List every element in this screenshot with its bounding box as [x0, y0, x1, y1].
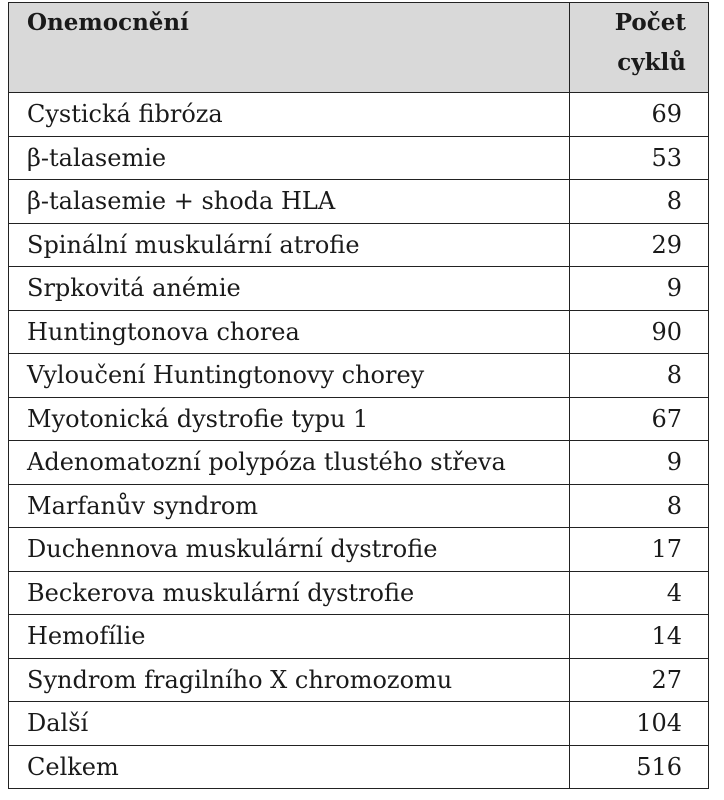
table-row [9, 571, 709, 615]
cycles-cell: 8 [570, 354, 709, 398]
disease-cell: Huntingtonova chorea [9, 310, 570, 354]
table-row [9, 180, 709, 224]
disease-cell: Spinální muskulární atrofie [9, 223, 570, 267]
cycles-cell: 8 [570, 180, 709, 224]
table-row [9, 745, 709, 789]
table-row [9, 658, 709, 702]
disease-cell: Marfanův syndrom [9, 484, 570, 528]
disease-cell: Cystická fibróza [9, 93, 570, 137]
cycles-cell: 4 [570, 571, 709, 615]
table-row [9, 528, 709, 572]
cycles-cell: 14 [570, 615, 709, 659]
cycles-cell: 9 [570, 267, 709, 311]
table-row [9, 615, 709, 659]
disease-cell: Beckerova muskulární dystrofie [9, 571, 570, 615]
disease-cell: Celkem [9, 745, 570, 789]
table-row [9, 310, 709, 354]
cycles-cell: 8 [570, 484, 709, 528]
table-row [9, 484, 709, 528]
header-cycles [570, 3, 709, 93]
cycles-cell: 29 [570, 223, 709, 267]
cycles-cell: 53 [570, 136, 709, 180]
disease-cell: Adenomatozní polypóza tlustého střeva [9, 441, 570, 485]
cycles-cell: 67 [570, 397, 709, 441]
disease-cell: Syndrom fragilního X chromozomu [9, 658, 570, 702]
cycles-cell: 90 [570, 310, 709, 354]
header-cycles-line1: Počet [614, 9, 686, 36]
disease-cell: Další [9, 702, 570, 746]
table-row [9, 223, 709, 267]
disease-cell: β-talasemie [9, 136, 570, 180]
table-row [9, 702, 709, 746]
table-row [9, 354, 709, 398]
table-row [9, 93, 709, 137]
disease-cell: Vyloučení Huntingtonovy chorey [9, 354, 570, 398]
disease-cell: Myotonická dystrofie typu 1 [9, 397, 570, 441]
table-row [9, 441, 709, 485]
cycles-cell: 104 [570, 702, 709, 746]
table-row [9, 267, 709, 311]
table-row [9, 136, 709, 180]
cycles-cell: 9 [570, 441, 709, 485]
cycles-cell: 516 [570, 745, 709, 789]
disease-cycles-table [8, 2, 709, 789]
disease-cycles-table-container [8, 2, 708, 789]
cycles-cell: 27 [570, 658, 709, 702]
table-body [9, 93, 709, 789]
header-cycles-line2: cyklů [617, 49, 686, 76]
header-disease: Onemocnění [9, 3, 570, 93]
cycles-cell: 69 [570, 93, 709, 137]
disease-cell: β-talasemie + shoda HLA [9, 180, 570, 224]
table-header-row [9, 3, 709, 93]
disease-cell: Hemofílie [9, 615, 570, 659]
table-row [9, 397, 709, 441]
disease-cell: Duchennova muskulární dystrofie [9, 528, 570, 572]
cycles-cell: 17 [570, 528, 709, 572]
disease-cell: Srpkovitá anémie [9, 267, 570, 311]
